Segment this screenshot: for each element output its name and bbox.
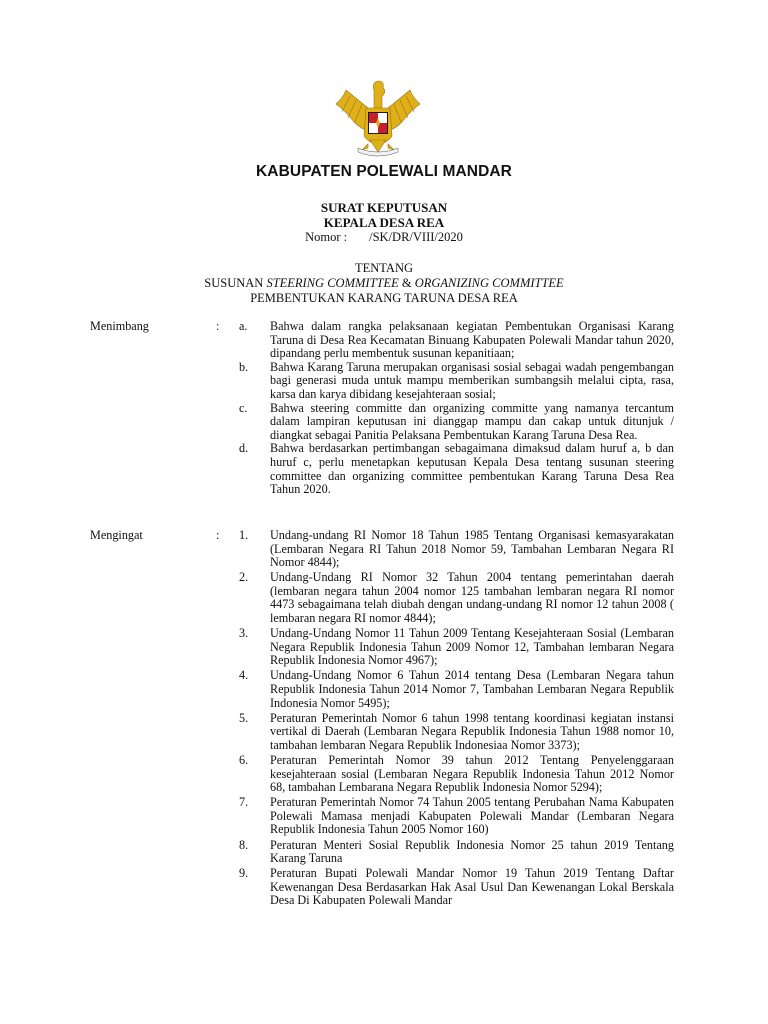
subject-prefix: SUSUNAN (204, 276, 267, 290)
item-marker: 7. (239, 795, 249, 810)
mengingat-section (90, 529, 674, 910)
tentang-heading: TENTANG (354, 261, 413, 275)
item-marker: 3. (239, 626, 249, 641)
steering-committee-text: STEERING COMMITTEE (266, 276, 399, 290)
mengingat-item (90, 867, 674, 908)
item-text: Peraturan Pemerintah Nomor 39 tahun 2012 Tentang Penyelenggaraan kesejahteraan sosial (Lembaran Negara Republik Indonesia Tahun 2012 Nomor 68, tambahan Lembarana Negara Republik Indonesia Nomor 5294); (270, 753, 674, 795)
item-marker: 1. (239, 528, 249, 542)
menimbang-section (90, 320, 674, 497)
menimbang-item (90, 361, 674, 402)
menimbang-item (90, 442, 674, 496)
garuda-emblem-icon (328, 78, 428, 158)
item-marker: 6. (239, 753, 249, 767)
menimbang-item (90, 402, 674, 443)
item-marker: a. (239, 319, 248, 333)
mengingat-item (90, 796, 674, 837)
item-marker: 5. (239, 710, 249, 725)
ampersand: & (398, 276, 415, 290)
organizing-committee-text: ORGANIZING COMMITTEE (414, 276, 564, 290)
decree-title-block (0, 200, 768, 245)
subject-line-2: PEMBENTUKAN KARANG TARUNA DESA REA (250, 291, 518, 305)
item-text: Bahwa steering committe dan organizing committe yang namanya tercantum dalam lampiran keputusan ini dianggap mampu dan cakap untuk ditunjuk / diangkat sebagai Panitia Pelaksana Pembentukan Karang Taruna Desa Rea. (270, 400, 674, 442)
item-text: Peraturan Pemerintah Nomor 6 tahun 1998 tentang koordinasi kegiatan instansi vertikal di Daerah (Lembaran Negara Republik Indonesia Tahun 1988 nomor 10, tambahan lembaran Negara Republik Indonesiaa Nomor 3373); (270, 710, 674, 752)
item-text: Undang-Undang Nomor 6 Tahun 2014 tentang Desa (Lembaran Negara tahun Republik Indonesia Tahun 2014 Nomor 7, Tambahan Lembaran Negara Republik Indonesia Nomor 5495); (270, 668, 674, 710)
item-text: Undang-undang RI Nomor 18 Tahun 1985 Tentang Organisasi kemasyarakatan (Lembaran Negara RI Tahun 2018 Nomor 59, Tambahan Lembaran Negara RI Nomor 4844); (270, 528, 674, 570)
regency-title: KABUPATEN POLEWALI MANDAR (256, 163, 512, 180)
item-text: Peraturan Bupati Polewali Mandar Nomor 19 Tahun 2019 Tentang Daftar Kewenangan Desa Berdasarkan Hak Asal Usul Dan Kewenangan Lokal Berskala Desa Di Kabupaten Polewali Mandar (270, 866, 674, 908)
item-text: Bahwa dalam rangka pelaksanaan kegiatan Pembentukan Organisasi Karang Taruna di Desa Rea Kecamatan Binuang Kabupaten Polewali Mandar tahun 2020, dipandang perlu membentuk susunan kepanitiaan; (270, 319, 674, 361)
menimbang-colon: : (216, 319, 220, 333)
issuer: KEPALA DESA REA (323, 215, 445, 230)
item-text: Bahwa Karang Taruna merupakan organisasi sosial sebagai wadah pengembangan bagi generasi muda untuk mampu memberikan sumbangsih melalui cipta, rasa, karsa dan karya dibidang kesejahteraan sosial; (270, 359, 674, 401)
item-marker: 8. (239, 837, 249, 852)
item-text: Peraturan Pemerintah Nomor 74 Tahun 2005 tentang Perubahan Nama Kabupaten Polewali Mamasa menjadi Kabupaten Polewali Mandar (Lembaran Negara Republik Indonesia Tahun 2005 Nomor 160) (270, 795, 674, 837)
menimbang-item (90, 320, 674, 361)
nomor-line (0, 230, 768, 245)
mengingat-colon: : (216, 528, 220, 542)
mengingat-item (90, 839, 674, 866)
mengingat-item (90, 754, 674, 795)
subject-line-1 (0, 276, 768, 291)
item-marker: c. (239, 400, 248, 415)
item-text: Undang-Undang Nomor 11 Tahun 2009 Tentang Kesejahteraan Sosial (Lembaran Negara Republik Indonesia Tahun 2009 Nomor 12, Tambahan lembaran Negara Republik Indonesia Nomor 4967); (270, 626, 674, 668)
mengingat-label: Mengingat (90, 528, 143, 542)
subject-block (0, 261, 768, 306)
mengingat-item (90, 669, 674, 710)
item-marker: d. (239, 441, 249, 456)
item-marker: b. (239, 359, 249, 374)
mengingat-item (90, 627, 674, 668)
item-text: Bahwa berdasarkan pertimbangan sebagaimana dimaksud dalam huruf a, b dan huruf c, perlu menetapkan keputusan Kepala Desa tentang susunan steering committee dan organizing committee pembentukan Karang Taruna Desa Rea Tahun 2020. (270, 441, 674, 497)
item-marker: 4. (239, 668, 249, 683)
item-marker: 9. (239, 866, 249, 881)
menimbang-label: Menimbang (90, 319, 149, 333)
mengingat-item (90, 571, 674, 625)
item-marker: 2. (239, 570, 249, 585)
item-text: Peraturan Menteri Sosial Republik Indonesia Nomor 25 tahun 2019 Tentang Karang Taruna (270, 837, 674, 866)
mengingat-item (90, 712, 674, 753)
item-text: Undang-Undang RI Nomor 32 Tahun 2004 tentang pemerintahan daerah (lembaran negara tahun 2004 nomor 125 tambahan lembaran negara RI nomor 4473 sebagaimana telah diubah dengan undang-undang RI nomor 12 tahun 2008 ( lembaran negara RI nomor 4844); (270, 570, 674, 626)
nomor-label: Nomor : (305, 230, 348, 244)
mengingat-item (90, 529, 674, 570)
doc-type: SURAT KEPUTUSAN (320, 200, 448, 215)
nomor-value: /SK/DR/VIII/2020 (369, 230, 463, 244)
